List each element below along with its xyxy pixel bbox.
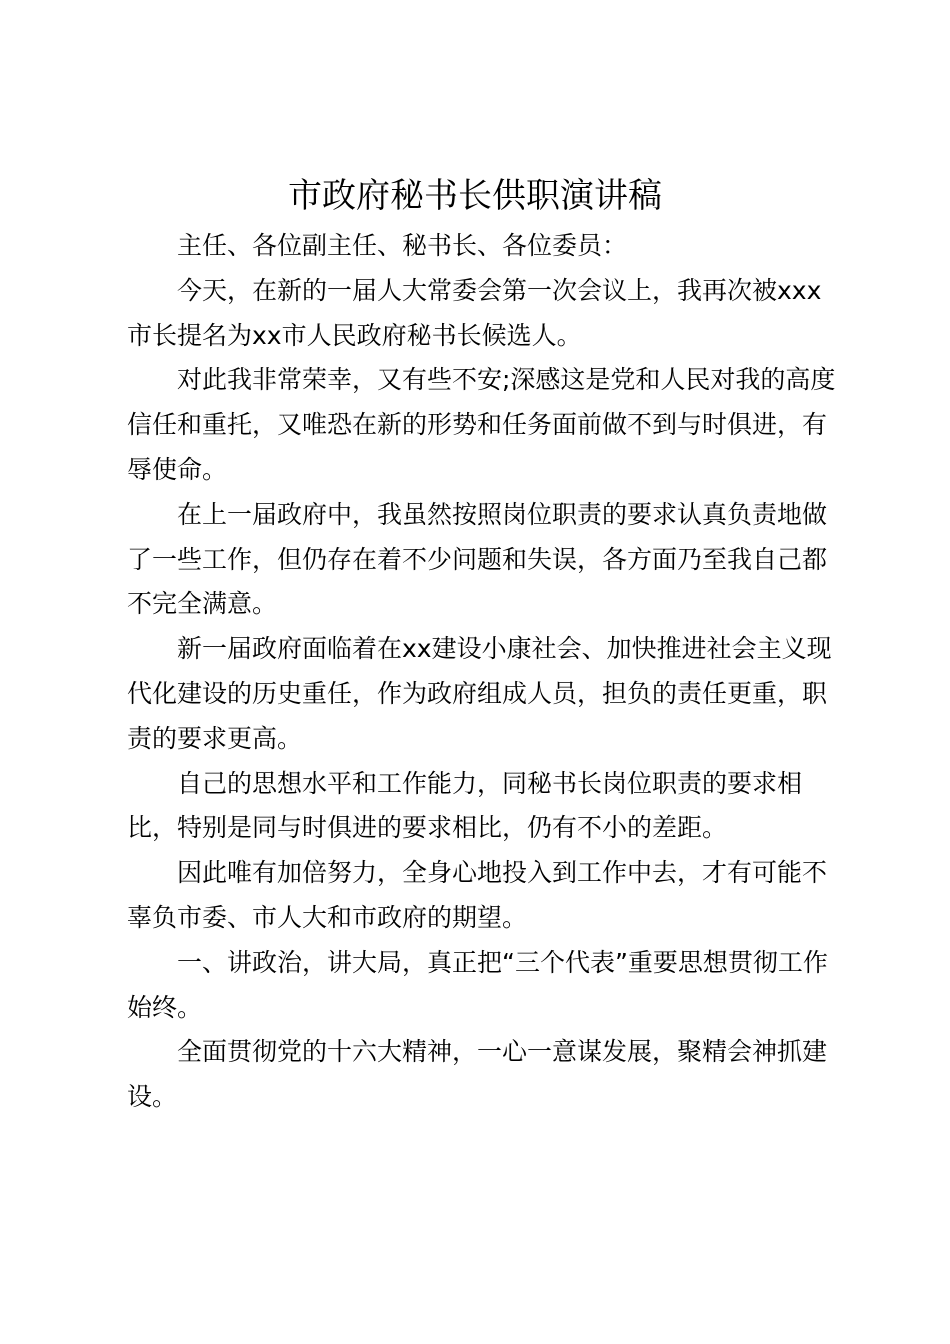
paragraph-salutation: 主任、各位副主任、秘书长、各位委员： [177, 231, 628, 260]
paragraph: 今天，在新的一届人大常委会第一次会议上，我再次被xxx市长提名为xx市人民政府秘书长候选人。 [127, 275, 822, 350]
paragraph: 新一届政府面临着在xx建设小康社会、加快推进社会主义现代化建设的历史重任，作为政府组成人员，担负的责任更重，职责的要求更高。 [127, 634, 832, 753]
paragraph: 全面贯彻党的十六大精神，一心一意谋发展，聚精会神抓建设。 [127, 1037, 828, 1112]
document-title: 市政府秘书长供职演讲稿 [288, 176, 662, 216]
paragraph-section-heading: 一、讲政治，讲大局，真正把“三个代表”重要思想贯彻工作始终。 [127, 947, 828, 1022]
paragraph: 因此唯有加倍努力，全身心地投入到工作中去，才有可能不辜负市委、市人大和市政府的期望。 [127, 858, 828, 932]
paragraph: 在上一届政府中，我虽然按照岗位职责的要求认真负责地做了一些工作，但仍存在着不少问题和失误，各方面乃至我自己都不完全满意。 [127, 499, 828, 619]
paragraph: 对此我非常荣幸，又有些不安;深感这是党和人民对我的高度信任和重托，又唯恐在新的形势和任务面前做不到与时俱进，有辱使命。 [127, 365, 836, 484]
paragraph: 自己的思想水平和工作能力，同秘书长岗位职责的要求相比，特别是同与时俱进的要求相比，仍有不小的差距。 [127, 768, 803, 843]
document-body [127, 224, 837, 1120]
